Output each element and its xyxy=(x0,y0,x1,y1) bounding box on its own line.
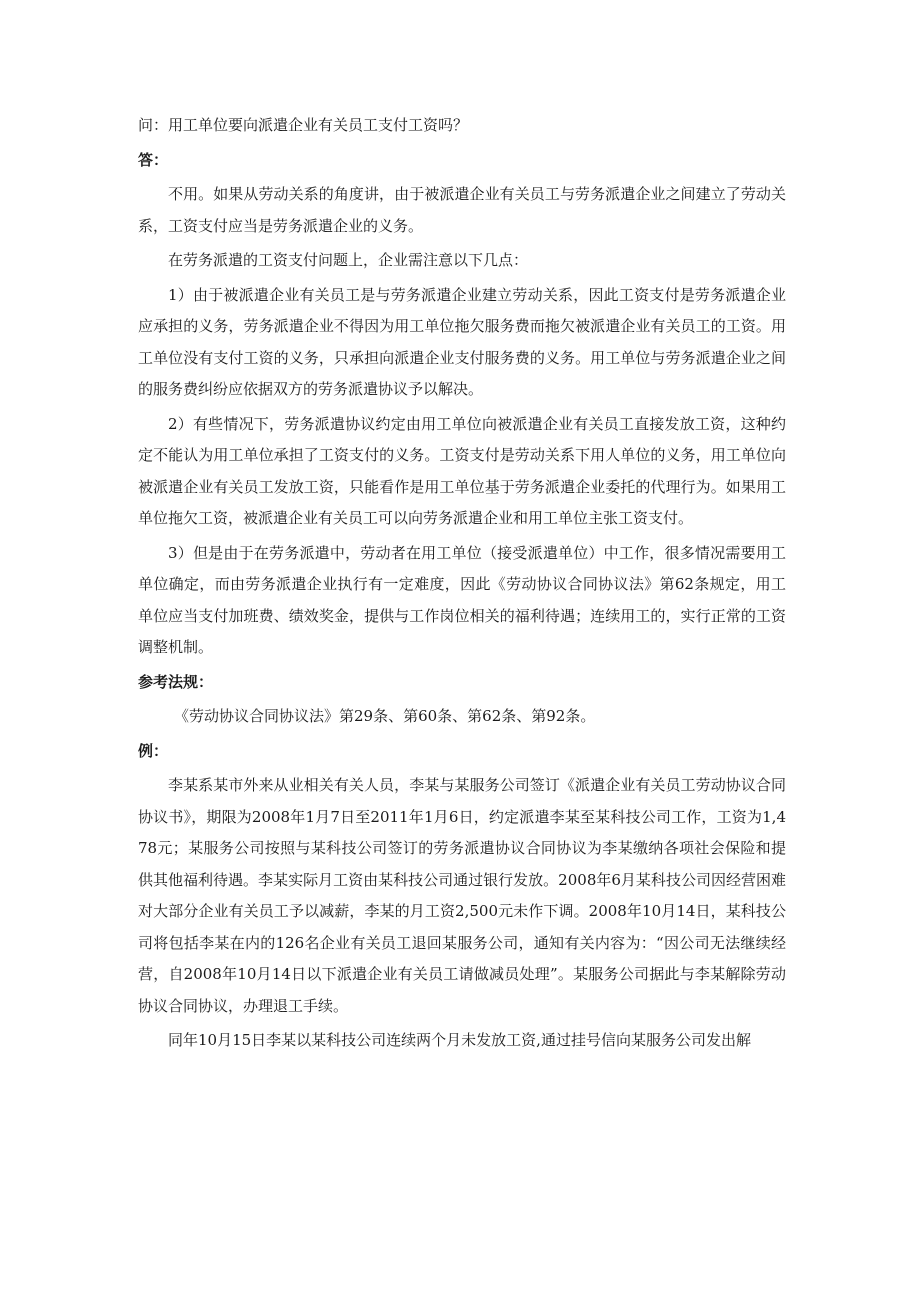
example-heading: 例： xyxy=(138,741,169,760)
reference-heading: 参考法规： xyxy=(138,672,214,691)
answer-point-2: 2）有些情况下，劳务派遣协议约定由用工单位向被派遣企业有关员工直接发放工资，这种约定不能认为用工单位承担了工资支付的义务。工资支付是劳动关系下用人单位的义务，用工单位向被派遣企业有关员工发放工资，只能看作是用工单位基于劳务派遣企业委托的代理行为。如果用工单位拖欠工资，被派遣企业有关员工可以向劳务派遣企业和用工单位主张工资支付。 xyxy=(138,414,786,527)
answer-heading: 答： xyxy=(138,150,169,169)
document-page xyxy=(138,110,786,1060)
question-text: 问：用工单位要向派遣企业有关员工支付工资吗？ xyxy=(138,116,469,134)
reference-text: 《劳动协议合同协议法》第29条、第60条、第62条、第92条。 xyxy=(174,707,596,725)
answer-paragraph: 不用。如果从劳动关系的角度讲，由于被派遣企业有关员工与劳务派遣企业之间建立了劳动关系，工资支付应当是劳务派遣企业的义务。 xyxy=(138,185,786,235)
example-paragraph: 同年10月15日李某以某科技公司连续两个月未发放工资,通过挂号信向某服务公司发出解 xyxy=(168,1031,751,1049)
answer-point-1: 1）由于被派遣企业有关员工是与劳务派遣企业建立劳动关系，因此工资支付是劳务派遣企业应承担的义务，劳务派遣企业不得因为用工单位拖欠服务费而拖欠被派遣企业有关员工的工资。用工单位没有支付工资的义务，只承担向派遣企业支付服务费的义务。用工单位与劳务派遣企业之间的服务费纠纷应依据双方的劳务派遣协议予以解决。 xyxy=(138,285,786,398)
answer-point-3: 3）但是由于在劳务派遣中，劳动者在用工单位（接受派遣单位）中工作，很多情况需要用工单位确定，而由劳务派遣企业执行有一定难度，因此《劳动协议合同协议法》第62条规定，用工单位应当支付加班费、绩效奖金，提供与工作岗位相关的福利待遇；连续用工的，实行正常的工资调整机制。 xyxy=(138,543,786,656)
answer-paragraph: 在劳务派遣的工资支付问题上，企业需注意以下几点： xyxy=(168,251,529,269)
example-paragraph: 李某系某市外来从业相关有关人员，李某与某服务公司签订《派遣企业有关员工劳动协议合同协议书》，期限为2008年1月7日至2011年1月6日，约定派遣李某至某科技公司工作，工资为1,478元；某服务公司按照与某科技公司签订的劳务派遣协议合同协议为李某缴纳各项社会保险和提供其他福利待遇。李某实际月工资由某科技公司通过银行发放。2008年6月某科技公司因经营困难对大部分企业有关员工予以减薪，李某的月工资2,500元未作下调。2008年10月14日，某科技公司将包括李某在内的126名企业有关员工退回某服务公司，通知有关内容为：“因公司无法继续经营，自2008年10月14日以下派遣企业有关员工请做减员处理”。某服务公司据此与李某解除劳动协议合同协议，办理退工手续。 xyxy=(138,776,786,1015)
